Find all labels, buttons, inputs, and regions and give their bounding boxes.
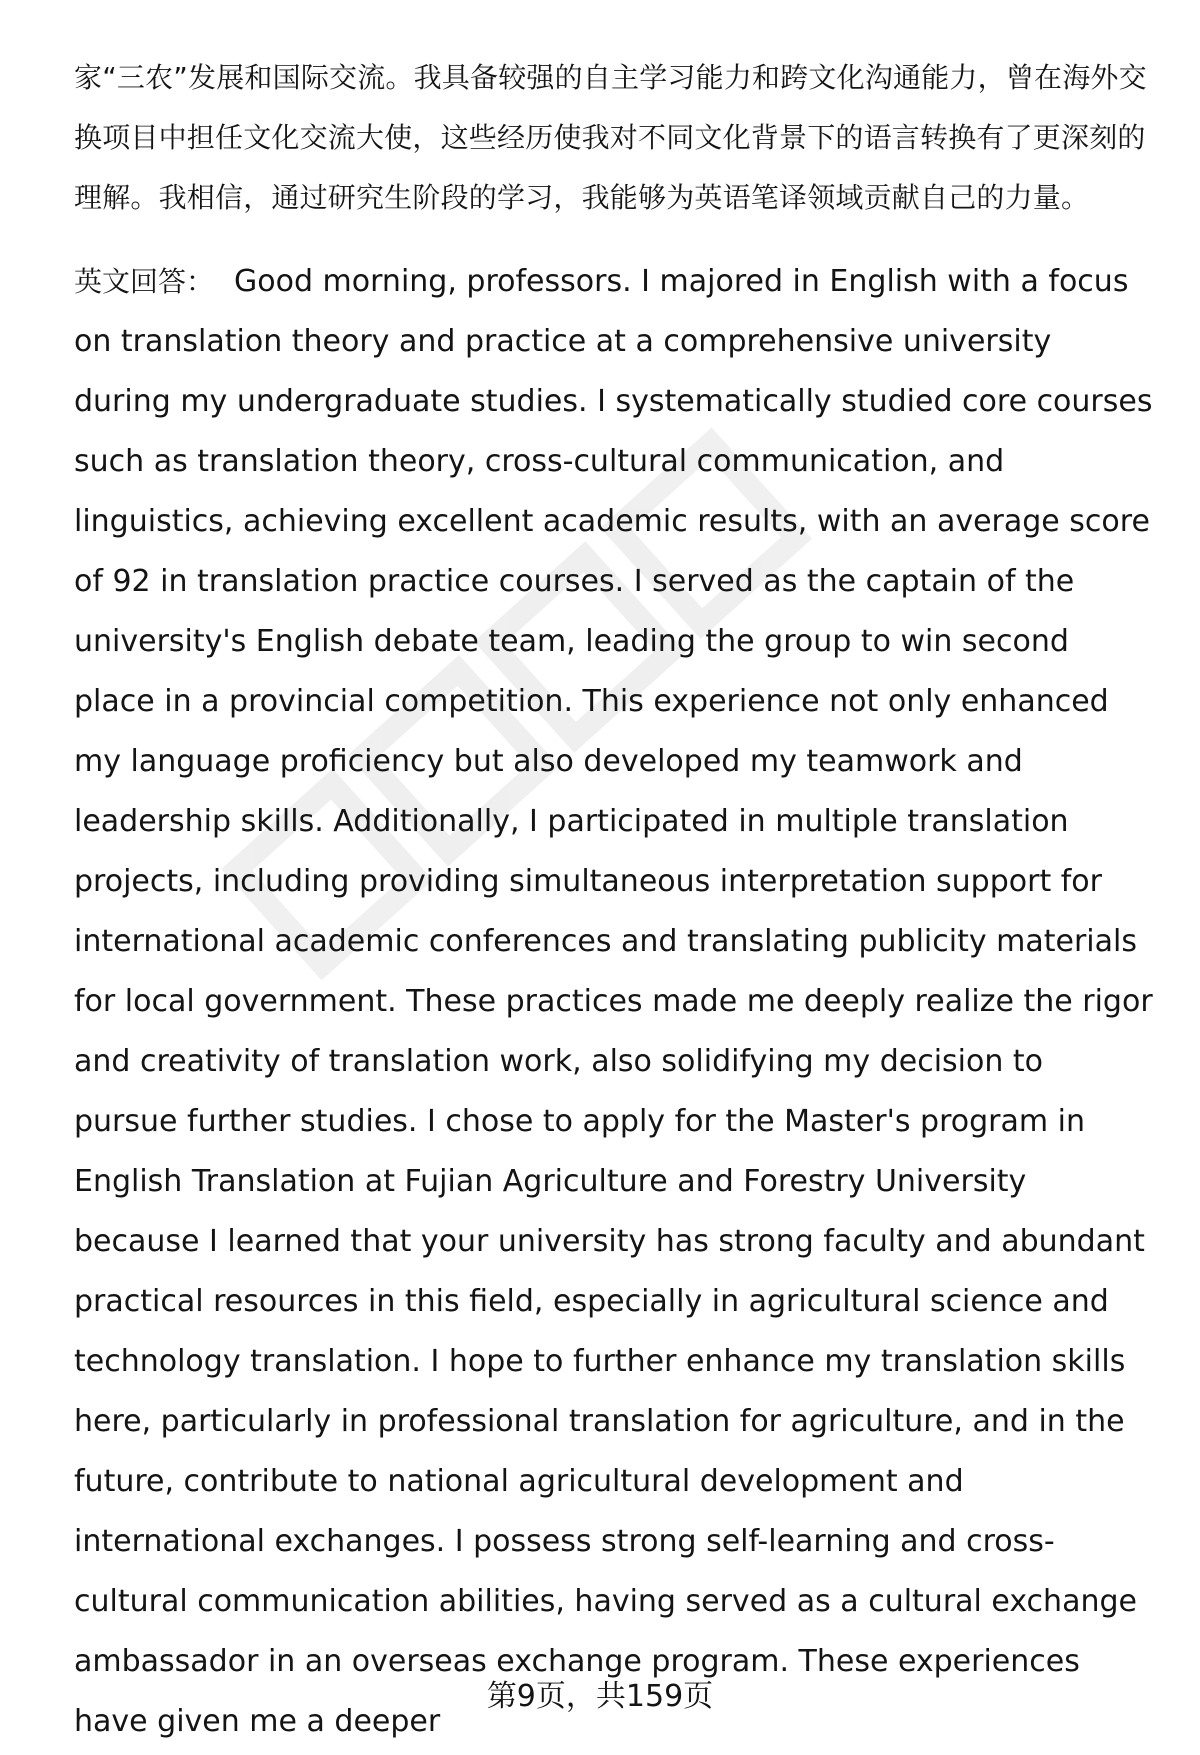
english-answer-text: Good morning, professors. I majored in English with a focus on translation theory and practice at a comprehensive university during my undergraduate studies. I systematically studied core courses such as translation theory, cross-cultural communication, and linguistics, achieving excellent academic results, with an average score of 92 in translation practice courses. I served as the captain of the university's English debate team, leading the group to win second place in a provincial competition. This experience not only enhanced my language proficiency but also developed my teamwork and leadership skills. Additionally, I participated in multiple translation projects, including providing simultaneous interpretation support for international academic conferences and translating publicity materials for local government. These practices made me deeply realize the rigor and creativity of translation work, also solidifying my decision to pursue further studies. I chose to apply for the Master's program in English Translation at Fujian Agriculture and Forestry University because I learned that your university has strong faculty and abundant practical resources in this field, especially in agricultural science and technology translation. I hope to further enhance my translation skills here, particularly in professional translation for agriculture, and in the future, contribute to national agricultural development and international exchanges. I possess strong self-learning and cross-cultural communication abilities, having served as a cultural exchange ambassador in an overseas exchange program. These experiences have given me a deeper bbox=[74, 264, 1153, 1739]
english-answer-label: 英文回答： bbox=[74, 265, 215, 298]
chinese-answer-paragraph: 家“三农”发展和国际交流。我具备较强的自主学习能力和跨文化沟通能力，曾在海外交换项目中担任文化交流大使，这些经历使我对不同文化背景下的语言转换有了更深刻的理解。我相信，通过研究生阶段的学习，我能够为英语笔译领域贡献自己的力量。 bbox=[74, 61, 1147, 214]
page-number: 第9页，共159页 bbox=[486, 1679, 714, 1714]
document-body bbox=[74, 48, 1154, 1752]
english-answer-paragraph bbox=[74, 252, 1154, 1752]
